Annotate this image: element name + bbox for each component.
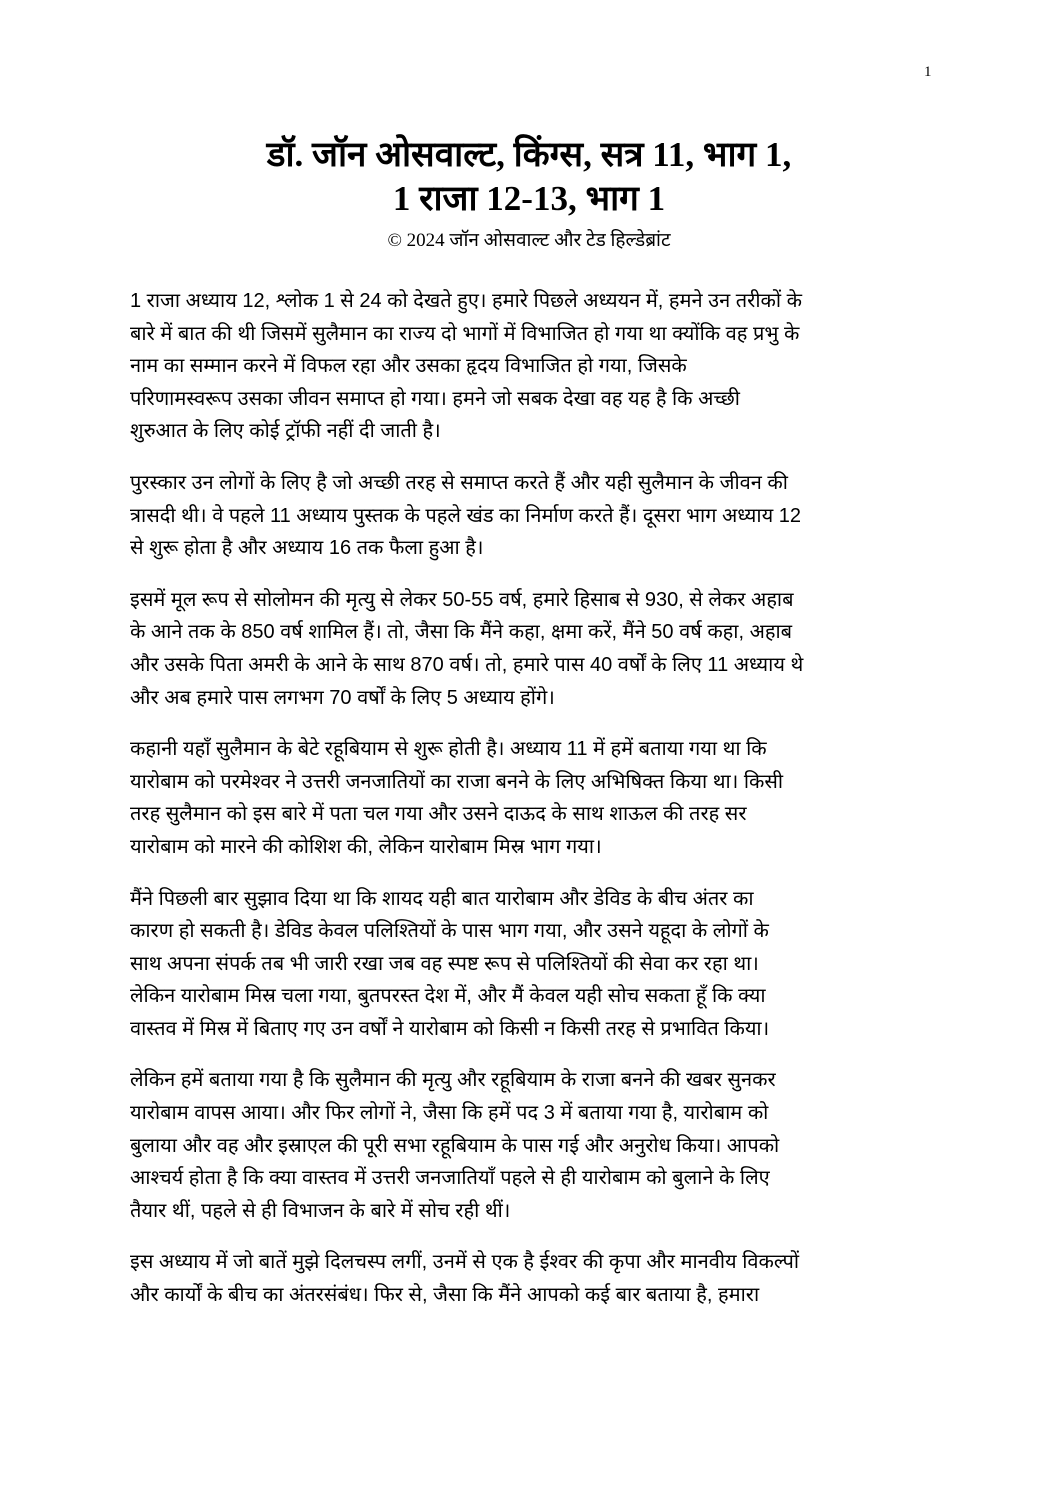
document-title (0, 133, 1058, 221)
paragraph-line: यारोबाम वापस आया। और फिर लोगों ने, जैसा कि हमें पद 3 में बताया गया है, यारोबाम को (130, 1102, 769, 1125)
paragraph-line: कहानी यहाँ सुलैमान के बेटे रहूबियाम से शुरू होती है। अध्याय 11 में हमें बताया गया था कि (130, 738, 767, 761)
paragraph (130, 584, 950, 714)
paragraph (130, 733, 950, 863)
paragraph-line: नाम का सम्मान करने में विफल रहा और उसका हृदय विभाजित हो गया, जिसके (130, 355, 687, 378)
title-line: 1 राजा 12-13, भाग 1 (392, 179, 666, 218)
paragraph-line: इसमें मूल रूप से सोलोमन की मृत्यु से लेकर 50-55 वर्ष, हमारे हिसाब से 930, से लेकर अहाब (130, 588, 794, 611)
paragraph-line: यारोबाम को परमेश्वर ने उत्तरी जनजातियों का राजा बनने के लिए अभिषिक्त किया था। किसी (130, 770, 784, 793)
paragraph-line: शुरुआत के लिए कोई ट्रॉफी नहीं दी जाती है। (130, 420, 441, 443)
paragraph-line: बारे में बात की थी जिसमें सुलैमान का राज्य दो भागों में विभाजित हो गया था क्योंकि वह प्रभु के (130, 322, 800, 345)
paragraph (130, 1246, 950, 1311)
paragraph-line: तैयार थीं, पहले से ही विभाजन के बारे में सोच रही थीं। (130, 1199, 511, 1222)
document-body (130, 285, 950, 1331)
paragraph (130, 285, 950, 448)
paragraph-line: लेकिन हमें बताया गया है कि सुलैमान की मृत्यु और रहूबियाम के राजा बनने की खबर सुनकर (130, 1069, 776, 1092)
paragraph-line: साथ अपना संपर्क तब भी जारी रखा जब वह स्पष्ट रूप से पलिश्तियों की सेवा कर रहा था। (130, 952, 759, 975)
paragraph-line: परिणामस्वरूप उसका जीवन समाप्त हो गया। हमने जो सबक देखा वह यह है कि अच्छी (130, 387, 740, 410)
paragraph-line: से शुरू होता है और अध्याय 16 तक फैला हुआ है। (130, 537, 484, 560)
paragraph-line: यारोबाम को मारने की कोशिश की, लेकिन यारोबाम मिस्र भाग गया। (130, 835, 602, 858)
page-number: 1 (924, 64, 932, 80)
paragraph-line: मैंने पिछली बार सुझाव दिया था कि शायद यही बात यारोबाम और डेविड के बीच अंतर का (130, 887, 754, 910)
paragraph-line: इस अध्याय में जो बातें मुझे दिलचस्प लगीं, उनमें से एक है ईश्वर की कृपा और मानवीय विकल्पों (130, 1251, 799, 1274)
paragraph-line: कारण हो सकती है। डेविड केवल पलिश्तियों के पास भाग गया, और उसने यहूदा के लोगों के (130, 920, 769, 943)
paragraph (130, 883, 950, 1046)
paragraph-line: और कार्यों के बीच का अंतरसंबंध। फिर से, जैसा कि मैंने आपको कई बार बताया है, हमारा (130, 1284, 760, 1307)
paragraph-line: पुरस्कार उन लोगों के लिए है जो अच्छी तरह से समाप्त करते हैं और यही सुलैमान के जीवन की (130, 471, 788, 494)
paragraph-line: 1 राजा अध्याय 12, श्लोक 1 से 24 को देखते हुए। हमारे पिछले अध्ययन में, हमने उन तरीकों के (130, 290, 802, 312)
title-line: डॉ. जॉन ओसवाल्ट, किंग्स, सत्र 11, भाग 1, (266, 135, 792, 174)
paragraph-line: त्रासदी थी। वे पहले 11 अध्याय पुस्तक के पहले खंड का निर्माण करते हैं। दूसरा भाग अध्याय 12 (130, 504, 801, 527)
copyright-line: © 2024 जॉन ओसवाल्ट और टेड हिल्डेब्रांट (387, 230, 671, 251)
paragraph (130, 467, 950, 565)
paragraph-line: आश्चर्य होता है कि क्या वास्तव में उत्तरी जनजातियाँ पहले से ही यारोबाम को बुलाने के लिए (130, 1167, 770, 1190)
paragraph-line: और उसके पिता अमरी के आने के साथ 870 वर्ष। तो, हमारे पास 40 वर्षों के लिए 11 अध्याय थे (130, 653, 804, 676)
paragraph-line: और अब हमारे पास लगभग 70 वर्षों के लिए 5 अध्याय होंगे। (130, 686, 555, 709)
paragraph (130, 1064, 950, 1227)
paragraph-line: बुलाया और वह और इस्राएल की पूरी सभा रहूबियाम के पास गई और अनुरोध किया। आपको (130, 1134, 780, 1157)
paragraph-line: तरह सुलैमान को इस बारे में पता चल गया और उसने दाऊद के साथ शाऊल की तरह सर (130, 803, 747, 826)
paragraph-line: के आने तक के 850 वर्ष शामिल हैं। तो, जैसा कि मैंने कहा, क्षमा करें, मैंने 50 वर्ष कहा, अहाब (130, 621, 793, 644)
paragraph-line: लेकिन यारोबाम मिस्र चला गया, बुतपरस्त देश में, और मैं केवल यही सोच सकता हूँ कि क्या (130, 985, 766, 1008)
paragraph-line: वास्तव में मिस्र में बिताए गए उन वर्षों ने यारोबाम को किसी न किसी तरह से प्रभावित किया। (130, 1017, 770, 1040)
